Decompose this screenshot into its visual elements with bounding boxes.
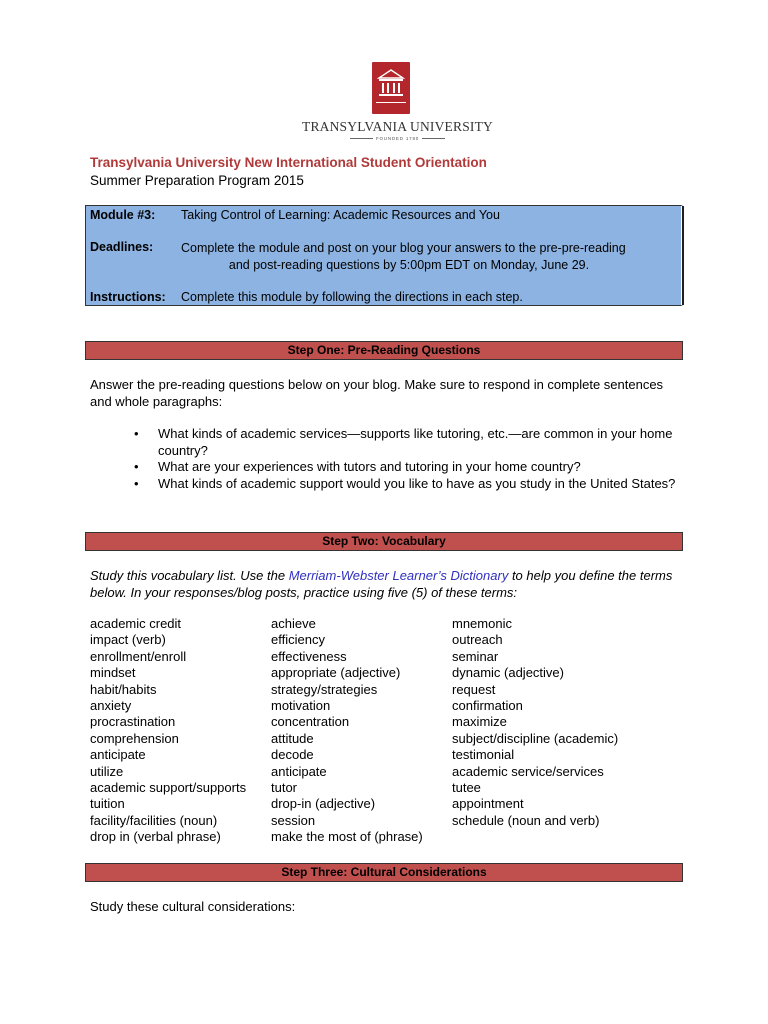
vocab-term: confirmation: [452, 698, 523, 714]
vocab-term: session: [271, 812, 316, 828]
vocab-term: subject/discipline (academic): [452, 730, 619, 746]
vocab-term: concentration: [271, 714, 350, 730]
vocab-term: motivation: [271, 698, 331, 714]
vocab-term: achieve: [271, 616, 316, 631]
vocab-term: seminar: [452, 648, 499, 664]
page-subtitle: Summer Preparation Program 2015: [90, 173, 304, 188]
vocab-term: testimonial: [452, 747, 515, 763]
deadlines-text: [181, 240, 677, 274]
dictionary-link[interactable]: Merriam-Webster Learner’s Dictionary: [288, 568, 509, 583]
vocab-term: dynamic (adjective): [452, 665, 564, 681]
module-info-box: [85, 205, 683, 306]
vocab-term: attitude: [271, 730, 314, 746]
vocab-term: strategy/strategies: [271, 681, 378, 697]
list-item: • What kinds of academic support would you like to have as you study in the United States?: [130, 476, 678, 493]
vocab-term: schedule (noun and verb): [452, 812, 600, 828]
list-item: • What are your experiences with tutors and tutoring in your home country?: [130, 459, 678, 476]
page-title: Transylvania University New International Student Orientation: [90, 155, 487, 170]
vocab-term: academic credit: [90, 616, 182, 631]
vocab-term: academic support/supports: [90, 780, 247, 796]
deadlines-line-1: Complete the module and post on your blog your answers to the pre-pre-reading: [181, 241, 626, 255]
university-crest-icon: [372, 62, 410, 114]
vocab-term: habit/habits: [90, 681, 157, 697]
step-three-intro: Study these cultural considerations:: [90, 899, 296, 914]
box-edge: [682, 206, 684, 305]
founded-text: FOUNDED 1780: [300, 136, 495, 141]
university-logo: [300, 58, 495, 146]
vocab-term: maximize: [452, 714, 507, 730]
vocab-term: anticipate: [90, 747, 146, 763]
vocab-term: tuition: [90, 796, 125, 812]
vocab-term: effectiveness: [271, 648, 347, 664]
list-item: • What kinds of academic services—supports like tutoring, etc.—are common in your home country?: [130, 426, 678, 459]
pre-reading-questions: [130, 426, 678, 492]
vocab-term: tutor: [271, 780, 298, 796]
vocab-term: comprehension: [90, 730, 179, 746]
module-label: Module #3:: [90, 208, 156, 222]
vocab-term: enrollment/enroll: [90, 648, 187, 664]
vocab-term: appointment: [452, 796, 524, 812]
vocab-term: facility/facilities (noun): [90, 812, 218, 828]
vocab-column-1: [90, 616, 246, 846]
intro-text-after: to help you define the terms below. In your responses/blog posts, practice using five (5) of these terms:: [90, 568, 673, 600]
vocab-term: academic service/services: [452, 763, 604, 779]
vocab-term: drop in (verbal phrase): [90, 829, 221, 845]
vocab-column-3: [452, 616, 618, 829]
vocab-term: outreach: [452, 632, 503, 648]
step-one-intro: Answer the pre-reading questions below on your blog. Make sure to respond in complete sentences and whole paragraphs:: [90, 377, 664, 409]
vocab-term: impact (verb): [90, 632, 166, 648]
vocab-term: anticipate: [271, 763, 327, 779]
vocab-term: mindset: [90, 665, 136, 681]
vocab-term: request: [452, 681, 496, 697]
vocab-column-2: [271, 616, 423, 846]
vocab-term: decode: [271, 747, 314, 763]
vocab-term: appropriate (adjective): [271, 665, 401, 681]
step-two-header: Step Two: Vocabulary: [85, 532, 683, 551]
vocab-term: tutee: [452, 780, 481, 796]
step-two-intro: [90, 568, 680, 601]
instructions-label: Instructions:: [90, 290, 166, 304]
vocab-term: mnemonic: [452, 616, 512, 631]
module-text: Taking Control of Learning: Academic Resources and You: [181, 208, 500, 222]
vocab-term: make the most of (phrase): [271, 829, 423, 845]
deadlines-line-2: and post-reading questions by 5:00pm EDT on Monday, June 29.: [228, 258, 590, 272]
vocab-term: anxiety: [90, 698, 132, 714]
vocab-term: utilize: [90, 763, 124, 779]
step-one-header: Step One: Pre-Reading Questions: [85, 341, 683, 360]
vocab-term: efficiency: [271, 632, 325, 648]
instructions-text: Complete this module by following the directions in each step.: [181, 290, 523, 304]
vocab-term: drop-in (adjective): [271, 796, 376, 812]
vocab-term: procrastination: [90, 714, 176, 730]
deadlines-label: Deadlines:: [90, 240, 154, 254]
step-three-header: Step Three: Cultural Considerations: [85, 863, 683, 882]
intro-text-before: Study this vocabulary list. Use the: [90, 568, 289, 583]
university-wordmark: TRANSYLVANIA UNIVERSITY: [302, 119, 493, 134]
